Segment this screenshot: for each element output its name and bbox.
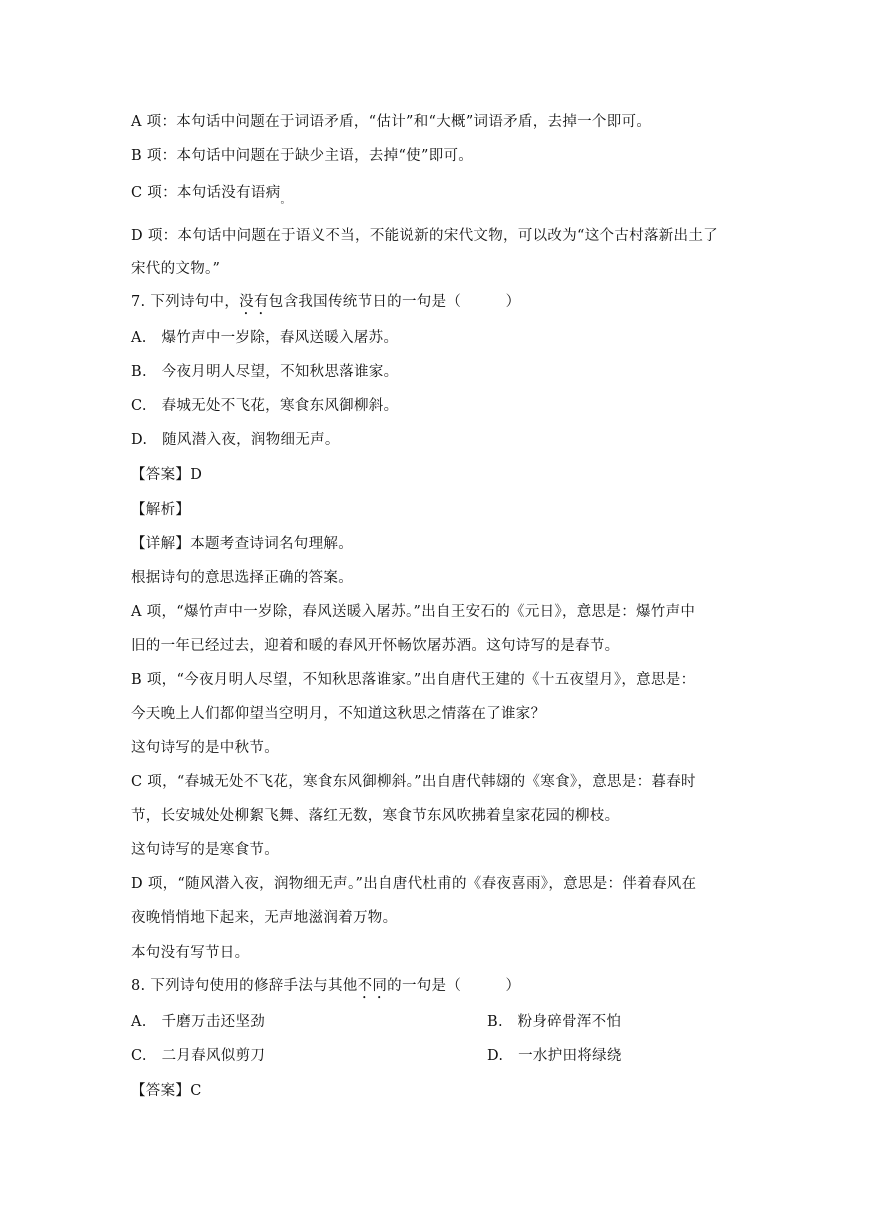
q8-option-d: D. 一水护田将绿绕 (487, 1048, 622, 1064)
q6-analysis-d-line2: 宋代的文物。” (131, 261, 221, 277)
q7-c-line2: 节，长安城处处柳絮飞舞、落红无数，寒食节东风吹拂着皇家花园的柳枝。 (131, 808, 620, 824)
q7-a-line2: 旧的一年已经过去，迎着和暖的春风开怀畅饮屠苏酒。这句诗写的是春节。 (131, 638, 620, 654)
q8-option-c: C. 二月春风似剪刀 (131, 1048, 266, 1064)
q8-stem-emphasis: 不同 (357, 978, 388, 994)
q7-b-line1: B 项，“今夜月明人尽望，不知秋思落谁家。”出自唐代王建的《十五夜望月》，意思是： (131, 672, 696, 688)
q7-stem-pre: 7. 下列诗句中， (131, 294, 240, 310)
q8-stem (131, 976, 520, 1002)
q7-stem (131, 292, 520, 318)
q7-a-line1: A 项，“爆竹声中一岁除，春风送暖入屠苏。”出自王安石的《元日》，意思是：爆竹声中 (131, 604, 696, 620)
q7-c-line1: C 项，“春城无处不飞花，寒食东风御柳斜。”出自唐代韩翃的《寒食》，意思是：暮春时 (131, 774, 696, 790)
q7-d-line2: 夜晚悄悄地下起来，无声地滋润着万物。 (131, 910, 398, 926)
q7-option-c: C. 春城无处不飞花，寒食东风御柳斜。 (131, 398, 399, 414)
q8-answer: 【答案】C (131, 1083, 202, 1099)
q7-b-line2: 今天晚上人们都仰望当空明月，不知道这秋思之情落在了谁家？ (131, 706, 546, 722)
q7-option-d: D. 随风潜入夜，润物细无声。 (131, 432, 340, 448)
q7-c-line3: 这句诗写的是寒食节。 (131, 842, 279, 858)
q7-analysis-label: 【解析】 (131, 502, 191, 518)
q7-option-b: B. 今夜月明人尽望，不知秋思落谁家。 (131, 364, 399, 380)
q7-d-line1: D 项，“随风潜入夜，润物细无声。”出自唐代杜甫的《春夜喜雨》，意思是：伴着春风在 (131, 876, 697, 892)
q7-stem-post: 包含我国传统节日的一句是（ ） (268, 294, 521, 310)
q6-analysis-c-mark: 。 (280, 195, 291, 206)
q7-d-line3: 本句没有写节日。 (131, 945, 250, 961)
q6-analysis-b: B 项：本句话中问题在于缺少主语，去掉“使”即可。 (131, 148, 474, 164)
q7-option-a: A. 爆竹声中一岁除，春风送暖入屠苏。 (131, 330, 399, 346)
q7-answer: 【答案】D (131, 467, 203, 483)
q8-option-a: A. 千磨万击还坚劲 (131, 1014, 266, 1030)
q6-analysis-a: A 项：本句话中问题在于词语矛盾，“估计”和“大概”词语矛盾，去掉一个即可。 (131, 114, 652, 130)
q7-detail: 【详解】本题考查诗词名句理解。 (131, 536, 353, 552)
q8-stem-pre: 8. 下列诗句使用的修辞手法与其他 (131, 978, 358, 994)
q6-analysis-d-line1: D 项：本句话中问题在于语义不当，不能说新的宋代文物，可以改为“这个古村落新出土了 (131, 228, 718, 244)
q6-analysis-c (131, 183, 291, 211)
q7-stem-emphasis: 没有 (239, 294, 269, 310)
q6-analysis-c-text: C 项：本句话没有语病 (131, 185, 281, 201)
q7-b-line3: 这句诗写的是中秋节。 (131, 740, 279, 756)
q8-stem-post: 的一句是（ ） (387, 978, 521, 994)
q7-intro: 根据诗句的意思选择正确的答案。 (131, 570, 353, 586)
q8-option-b: B. 粉身碎骨浑不怕 (487, 1014, 622, 1030)
